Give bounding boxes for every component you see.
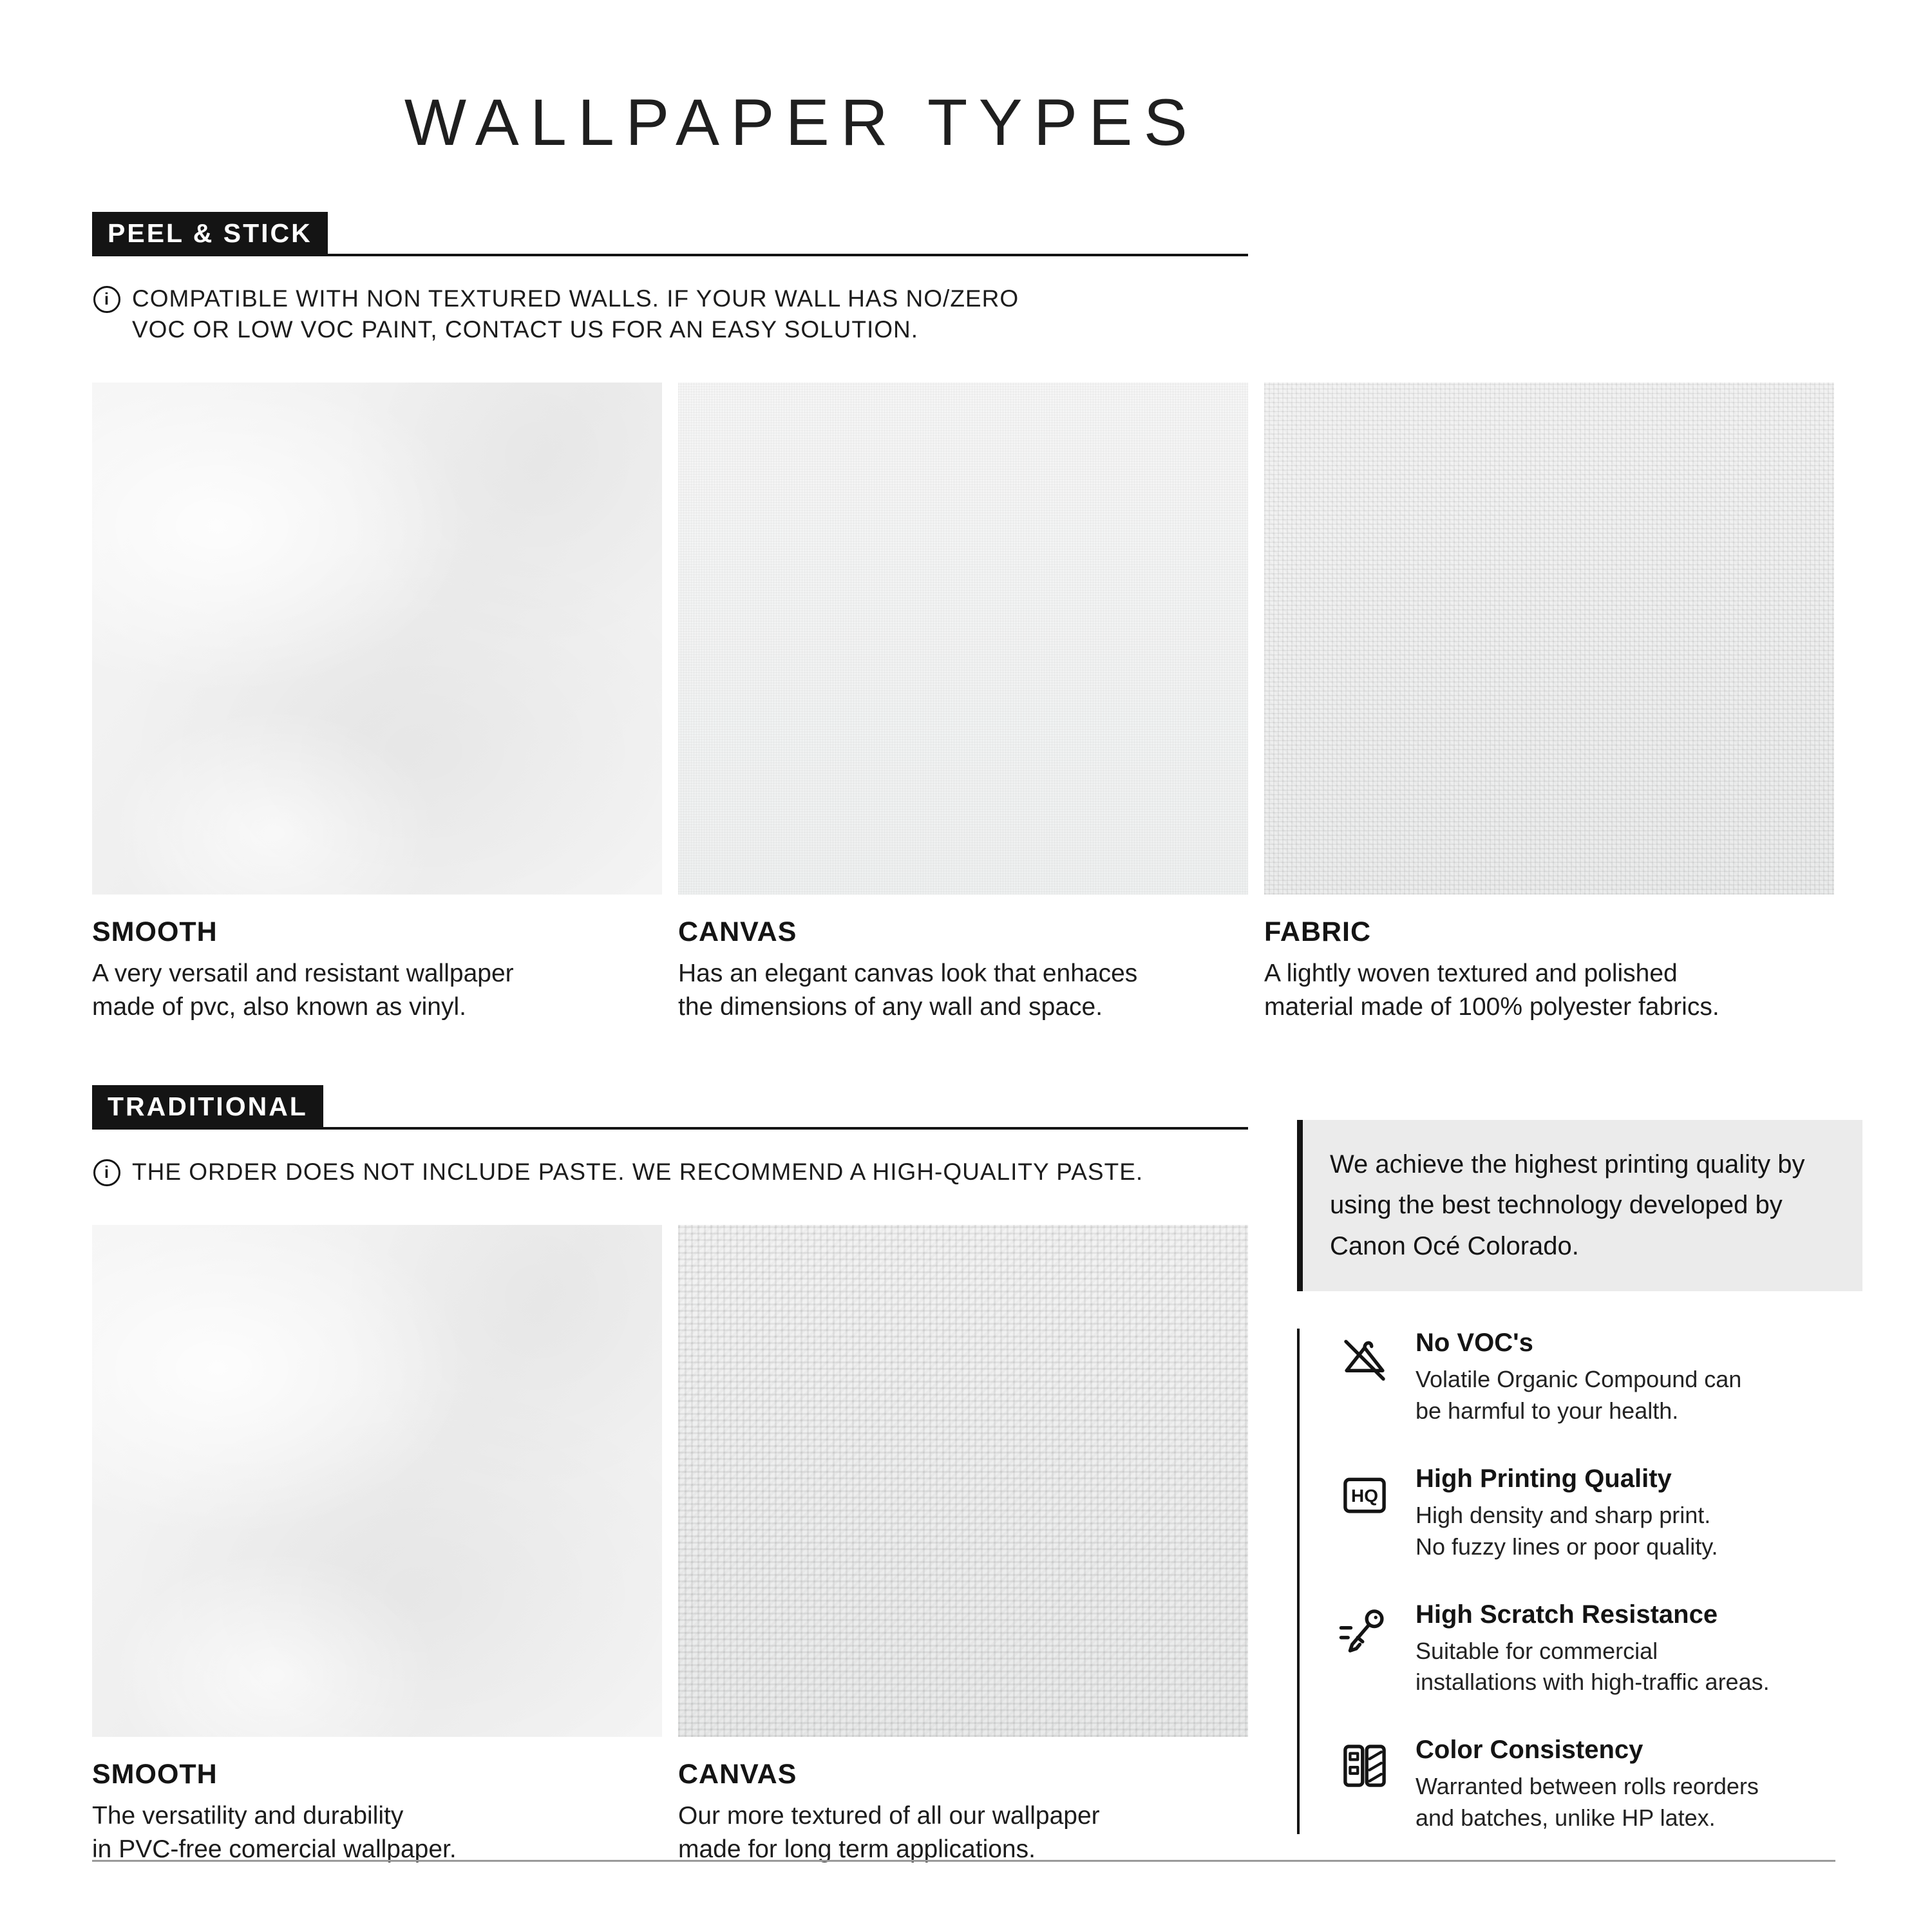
no-voc-icon xyxy=(1337,1329,1396,1427)
note-line: VOC OR LOW VOC PAINT, CONTACT US FOR AN EASY SOLUTION. xyxy=(132,316,919,343)
traditional-note xyxy=(92,1157,1248,1188)
feature-high-printing-quality xyxy=(1337,1464,1862,1563)
info-icon: i xyxy=(93,1159,120,1186)
section-tag-peel-stick: PEEL & STICK xyxy=(92,212,328,256)
swatch-card-fabric xyxy=(1264,383,1834,1023)
swatch-description: Our more textured of all our wallpaper made for long term applications. xyxy=(678,1802,1100,1863)
feature-title: High Scratch Resistance xyxy=(1416,1600,1718,1629)
feature-description: Warranted between rolls reorders and batches, unlike HP latex. xyxy=(1416,1773,1759,1832)
note-text xyxy=(132,283,1019,345)
swatch-description: A lightly woven textured and polished material made of 100% polyester fabrics. xyxy=(1264,960,1719,1021)
note-line: COMPATIBLE WITH NON TEXTURED WALLS. IF YOUR WALL HAS NO/ZERO xyxy=(132,285,1019,312)
feature-text xyxy=(1416,1600,1770,1699)
scratch-resistance-icon xyxy=(1337,1600,1396,1699)
section-header-peel-stick xyxy=(92,212,1248,256)
swatch-card-smooth-traditional xyxy=(92,1225,662,1866)
svg-text:HQ: HQ xyxy=(1351,1485,1378,1506)
swatch-description: A very versatil and resistant wallpaper made of pvc, also known as vinyl. xyxy=(92,960,514,1021)
swatch-title: SMOOTH xyxy=(92,1759,218,1790)
swatch-description: Has an elegant canvas look that enhaces the dimensions of any wall and space. xyxy=(678,960,1138,1021)
printing-quality-callout: We achieve the highest printing quality by using the best technology developed by Canon Océ Colorado. xyxy=(1297,1120,1862,1291)
feature-description: Suitable for commercial installations with high-traffic areas. xyxy=(1416,1637,1770,1696)
feature-text xyxy=(1416,1329,1741,1427)
peel-stick-swatch-row xyxy=(92,383,1862,1023)
swatch-image-canvas xyxy=(678,383,1248,895)
swatch-description: The versatility and durability in PVC-free comercial wallpaper. xyxy=(92,1802,457,1863)
color-consistency-icon xyxy=(1337,1736,1396,1834)
feature-title: High Printing Quality xyxy=(1416,1464,1672,1493)
swatch-image-smooth xyxy=(92,383,662,895)
note-text xyxy=(132,1157,1143,1188)
feature-description: Volatile Organic Compound can be harmful to your health. xyxy=(1416,1365,1742,1424)
swatch-card-canvas-traditional xyxy=(678,1225,1248,1866)
note-line: THE ORDER DOES NOT INCLUDE PASTE. WE RECOMMEND A HIGH-QUALITY PASTE. xyxy=(132,1159,1144,1186)
swatch-card-canvas xyxy=(678,383,1248,1023)
feature-color-consistency xyxy=(1337,1736,1862,1834)
peel-stick-note xyxy=(92,283,1862,345)
feature-high-scratch-resistance xyxy=(1337,1600,1862,1699)
hq-icon xyxy=(1337,1464,1396,1563)
traditional-section xyxy=(92,1085,1248,1871)
content-area xyxy=(92,0,1862,1871)
section-header-traditional xyxy=(92,1085,1248,1130)
swatch-card-smooth xyxy=(92,383,662,1023)
swatch-title: FABRIC xyxy=(1264,916,1372,948)
feature-description: High density and sharp print. No fuzzy lines or poor quality. xyxy=(1416,1501,1718,1560)
quality-column xyxy=(1297,1085,1862,1871)
traditional-swatch-row xyxy=(92,1225,1248,1866)
swatch-image-smooth-traditional xyxy=(92,1225,662,1737)
feature-title: No VOC's xyxy=(1416,1328,1533,1357)
feature-text xyxy=(1416,1464,1718,1563)
feature-no-vocs xyxy=(1337,1329,1862,1427)
section-rule xyxy=(323,1127,1248,1130)
swatch-image-fabric xyxy=(1264,383,1834,895)
footer-divider xyxy=(92,1860,1835,1862)
swatch-image-canvas-traditional xyxy=(678,1225,1248,1737)
bottom-area xyxy=(92,1085,1862,1871)
section-tag-traditional: TRADITIONAL xyxy=(92,1085,323,1130)
feature-text xyxy=(1416,1736,1759,1834)
swatch-title: CANVAS xyxy=(678,1759,797,1790)
page-title: WALLPAPER TYPES xyxy=(404,86,1199,159)
feature-title: Color Consistency xyxy=(1416,1736,1643,1765)
swatch-title: CANVAS xyxy=(678,916,797,948)
swatch-title: SMOOTH xyxy=(92,916,218,948)
info-icon: i xyxy=(93,286,120,313)
section-rule xyxy=(328,254,1248,256)
feature-list xyxy=(1297,1329,1862,1835)
